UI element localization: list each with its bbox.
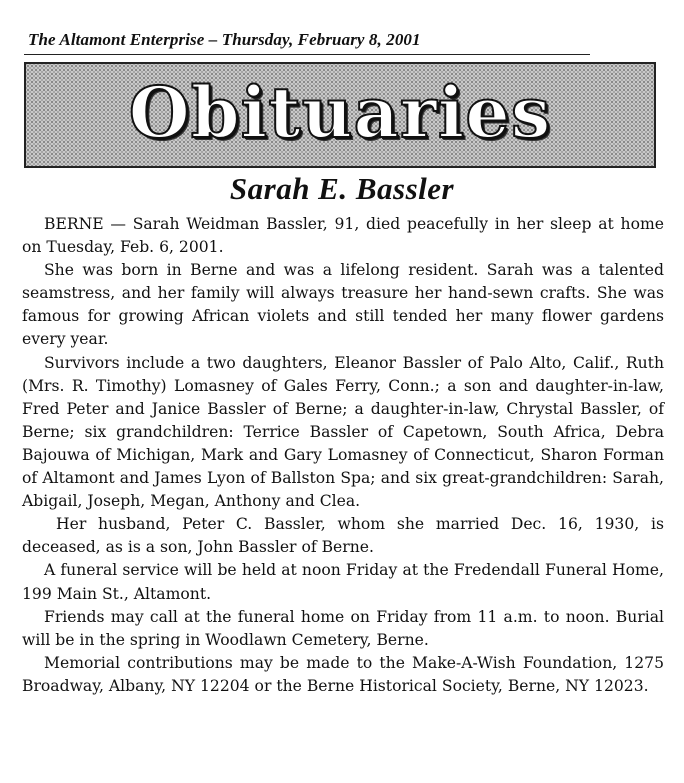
paragraph-calling-hours: Friends may call at the funeral home on Friday from 11 a.m. to noon. Burial will be in the spring in Woodlawn Cemetery, Berne.: [22, 607, 664, 649]
paragraph-predeceased: Her husband, Peter C. Bassler, whom she married Dec. 16, 1930, is deceased, as is a son, John Bassler of Berne.: [22, 515, 664, 557]
section-title: Obituaries: [128, 71, 552, 154]
paragraph-survivors: Survivors include a two daughters, Eleanor Bassler of Palo Alto, Calif., Ruth (Mrs. R. Timothy) Lomasney of Gales Ferry, Conn.; a son and daughter-in-law, Fred Peter and Janice Bassler of Berne; a daughter-in-law, Chrystal Bassler, of Berne; six grandchildren: Terrice Bassler of Capetown, South Africa, Debra Bajouwa of Michigan, Mark and Gary Lomasney of Connecticut, Sharon Forman of Altamont and James Lyon of Ballston Spa; and six great-grandchildren: Sarah, Abigail, Joseph, Megan, Anthony and Clea.: [22, 353, 664, 511]
article-headline: Sarah E. Bassler: [229, 171, 455, 206]
paragraph-funeral-service: A funeral service will be held at noon Friday at the Fredendall Funeral Home, 199 Main St., Altamont.: [22, 561, 664, 603]
masthead: The Altamont Enterprise – Thursday, February 8, 2001: [28, 30, 421, 49]
section-banner: [24, 62, 656, 168]
paragraph-memorial: Memorial contributions may be made to the Make-A-Wish Foundation, 1275 Broadway, Albany, NY 12204 or the Berne Historical Society, Berne, NY 12023.: [22, 653, 664, 695]
paragraph-death-notice: BERNE — Sarah Weidman Bassler, 91, died peacefully in her sleep at home on Tuesday, Feb. 6, 2001.: [22, 215, 664, 257]
paragraph-biography: She was born in Berne and was a lifelong resident. Sarah was a talented seamstress, and her family will always treasure her hand-sewn crafts. She was famous for growing African violets and still tended her many flower gardens every year.: [22, 261, 664, 349]
article-body: [22, 213, 664, 698]
masthead-rule: [24, 54, 590, 55]
